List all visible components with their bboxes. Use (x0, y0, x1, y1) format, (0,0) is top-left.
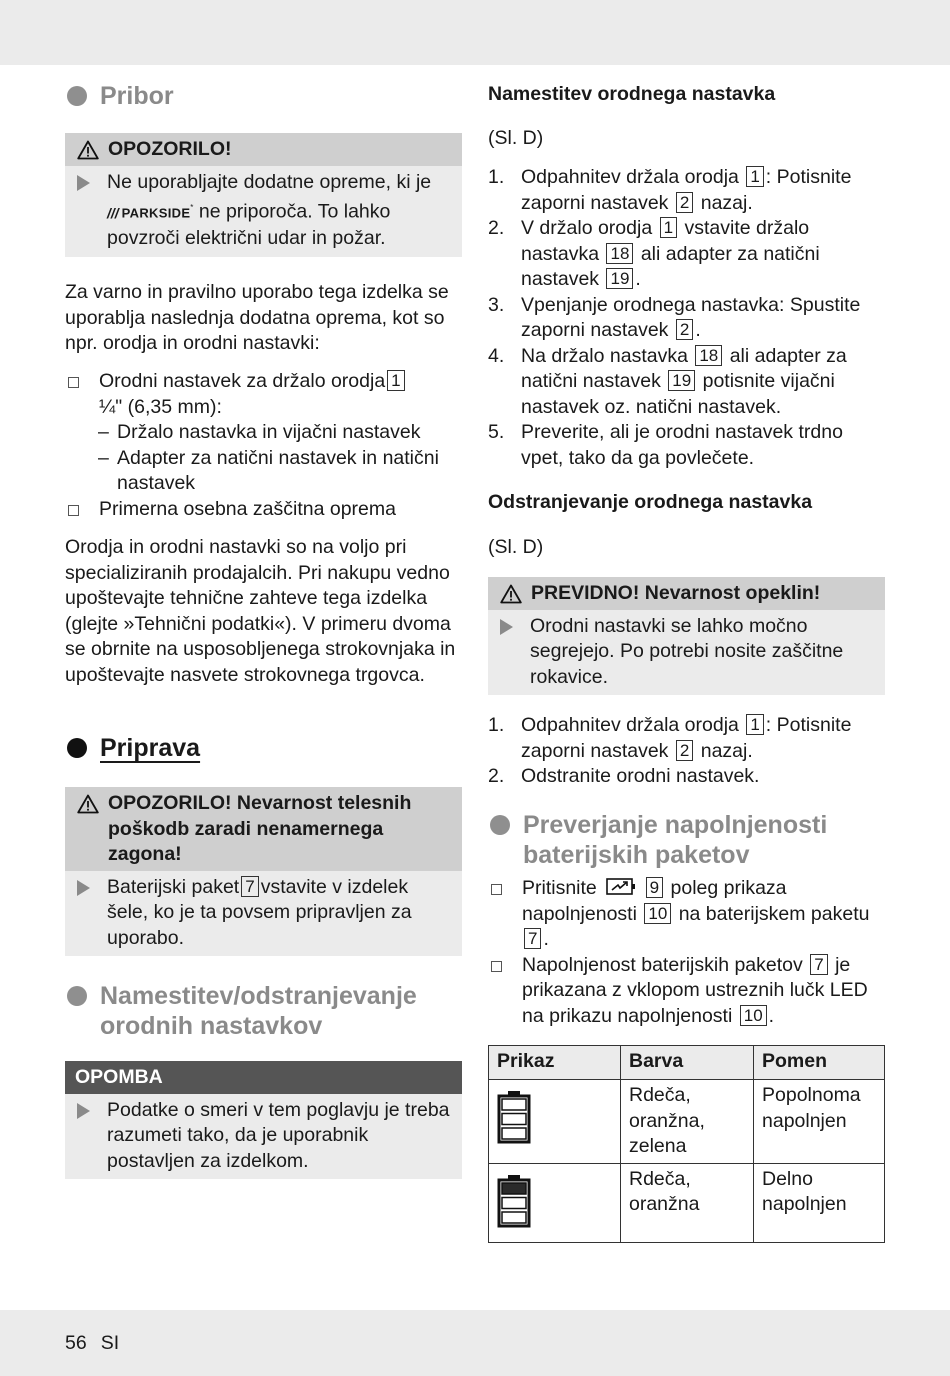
list-text: Na držalo nastavka 18 ali adapter za natični nastavek 19 potisnite vijačni nastavek oz. natični nastavek. (521, 344, 847, 418)
caution-box-header (488, 577, 885, 610)
checkbox-square-icon (491, 961, 502, 972)
list-item (488, 953, 885, 1030)
page-number: 56 (65, 1332, 87, 1354)
table-cell-meaning: Popolnoma napolnjen (754, 1080, 885, 1164)
section-bullet-icon (67, 738, 87, 758)
table-row (489, 1080, 885, 1164)
ref-number: 9 (646, 877, 663, 898)
table-cell-color: Rdeča, oranžna, zelena (621, 1080, 754, 1164)
note-box-header (65, 1061, 462, 1094)
ref-number: 2 (676, 740, 693, 761)
ref-number: 7 (241, 876, 258, 897)
note-title: OPOMBA (75, 1066, 163, 1088)
ref-number: 10 (644, 903, 671, 924)
check-list (488, 876, 885, 1029)
list-number: 1. (488, 714, 505, 736)
list-number: 2. (488, 765, 505, 787)
ref-number: 18 (606, 243, 633, 264)
arrow-bullet-icon (500, 619, 513, 635)
brand-name: PARKSIDE (121, 205, 191, 221)
warning-box-header (65, 787, 462, 871)
warning-triangle-icon (77, 794, 99, 814)
warning-text: Ne uporabljajte dodatne opreme, ki je /// PARKSIDE* ne priporoča. To lahko povzroči električni udar in požar. (107, 170, 432, 249)
table-header-cell: Prikaz (489, 1046, 621, 1080)
paragraph-outro: Orodja in orodni nastavki so na voljo pri specializiranih prodajalcih. Pri nakupu vedno upoštevajte tehnične zahteve tega izdelka (glejte »Tehnični podatki«). V primeru dvoma se obrnite na usposobljenega strokovnjaka in upoštevajte nasvete strokovnega trgovca. (65, 536, 456, 686)
warning-box-pribor (65, 133, 462, 257)
checkbox-square-icon (68, 505, 79, 516)
warning-box-body (65, 871, 462, 957)
subheading-install: Namestitev orodnega nastavka (488, 83, 776, 105)
section-heading-check: Preverjanje napolnjenosti baterijskih paketov (488, 810, 885, 870)
note-box (65, 1061, 462, 1179)
arrow-bullet-icon (77, 1103, 90, 1119)
table-header-cell: Pomen (754, 1046, 885, 1080)
accessory-list (65, 369, 462, 522)
list-text: V držalo orodja 1 vstavite držalo nastavka 18 ali adapter za natični nastavek 19 . (521, 217, 820, 290)
warning-triangle-icon (77, 140, 99, 160)
arrow-bullet-icon (77, 175, 90, 191)
table-cell-meaning: Delno napolnjen (754, 1163, 885, 1243)
list-item (488, 764, 885, 790)
ref-number: 10 (740, 1005, 767, 1026)
list-text: Odstranite orodni nastavek. (521, 765, 760, 787)
figure-ref: (Sl. D) (488, 536, 544, 558)
caution-text: Orodni nastavki se lahko močno segrejejo. Po potrebi nosite zaščitne rokavice. (530, 614, 844, 688)
sub-list-item: – Adapter za natični nastavek in natični nastavek (98, 446, 439, 494)
list-item (488, 293, 885, 344)
note-text: Podatke o smeri v tem poglavju je treba razumeti tako, da je uporabnik postavljen za izdelkom. (107, 1098, 450, 1172)
list-number: 4. (488, 344, 505, 367)
list-text: Odpahnitev držala orodja 1 : Potisnite zaporni nastavek 2 nazaj. (521, 166, 852, 214)
ref-number: 7 (524, 928, 541, 949)
language-code: SI (100, 1332, 120, 1354)
page-footer (65, 1331, 119, 1357)
list-text: Vpenjanje orodnega nastavka: Spustite zaporni nastavek 2 . (521, 293, 861, 341)
table-cell-display (489, 1080, 621, 1164)
warning-box-header (65, 133, 462, 166)
status-table (488, 1045, 885, 1243)
table-cell-color: Rdeča, oranžna (621, 1163, 754, 1243)
ref-number: 1 (746, 166, 763, 187)
table-cell-display (489, 1163, 621, 1243)
parkside-logo-icon: /// (107, 204, 119, 221)
list-text: Odpahnitev držala orodja 1 : Potisnite zaporni nastavek 2 nazaj. (521, 714, 852, 762)
list-item: Orodni nastavek za držalo orodja 1 ¼" (6,35 mm): (65, 369, 462, 420)
list-item (488, 165, 885, 216)
bottom-band (0, 1310, 950, 1376)
section-bullet-icon (67, 86, 87, 106)
warning-text: Baterijski paket 7 vstavite v izdelek šele, ko je ta povsem pripravljen za uporabo. (107, 875, 412, 949)
ref-number: 2 (676, 319, 693, 340)
section-bullet-icon (490, 815, 510, 835)
top-band (0, 0, 950, 65)
list-number: 1. (488, 166, 505, 188)
arrow-bullet-icon (77, 880, 90, 896)
battery-level-icon (497, 1090, 612, 1152)
status-table-wrap (488, 1045, 885, 1243)
sub-list-item: – Držalo nastavka in vijačni nastavek (98, 421, 421, 443)
ref-number: 1 (660, 217, 677, 238)
warning-triangle-icon (500, 584, 522, 604)
list-text: Preverite, ali je orodni nastavek trdno vpet, tako da ga povlečete. (521, 421, 843, 469)
table-header-row (489, 1046, 885, 1080)
list-item (488, 876, 885, 953)
ref-number: 19 (668, 370, 695, 391)
remove-steps-list (488, 713, 885, 790)
warning-box-body (65, 166, 462, 257)
list-number: 5. (488, 421, 505, 443)
warning-box-priprava (65, 787, 462, 956)
list-text: Napolnjenost baterijskih paketov 7 je prikazana z vklopom ustreznih lučk LED na prikazu napolnjenosti 10 . (522, 953, 868, 1027)
battery-level-icon (497, 1174, 612, 1236)
section-heading-priprava: Priprava (65, 733, 462, 763)
caution-title: PREVIDNO! Nevarnost opeklin! (531, 582, 821, 604)
battery-check-icon (606, 876, 636, 902)
list-text: Pritisnite 9 poleg prikaza napolnjenosti 10 na baterijskem paketu 7 . (522, 877, 870, 950)
subheading-remove: Odstranjevanje orodnega nastavka (488, 491, 813, 513)
list-item (488, 713, 885, 764)
ref-number: 1 (746, 714, 763, 735)
figure-ref: (Sl. D) (488, 127, 544, 149)
ref-number: 7 (810, 954, 827, 975)
section-heading-pribor: Pribor (65, 81, 462, 111)
list-number: 3. (488, 293, 505, 316)
caution-box-body (488, 610, 885, 696)
list-item: Primerna osebna zaščitna oprema (65, 497, 462, 523)
list-item (488, 216, 885, 293)
paragraph-intro: Za varno in pravilno uporabo tega izdelka se uporablja naslednja dodatna oprema, kot so npr. orodja in orodni nastavki: (65, 281, 449, 354)
caution-box (488, 577, 885, 695)
list-item (488, 420, 885, 471)
list-item (488, 344, 885, 421)
ref-number: 1 (387, 370, 404, 391)
table-header-cell: Barva (621, 1046, 754, 1080)
warning-title: OPOZORILO! Nevarnost telesnih poškodb zaradi nenamernega zagona! (108, 792, 412, 865)
warning-title: OPOZORILO! (108, 138, 232, 160)
section-bullet-icon (67, 986, 87, 1006)
install-steps-list (488, 165, 885, 471)
list-number: 2. (488, 217, 505, 239)
ref-number: 19 (606, 268, 633, 289)
table-row (489, 1163, 885, 1243)
checkbox-square-icon (68, 377, 79, 388)
ref-number: 18 (695, 345, 722, 366)
section-heading-namestitev: Namestitev/odstranjevanje orodnih nastavkov (65, 981, 462, 1041)
note-box-body (65, 1094, 462, 1180)
ref-number: 2 (676, 192, 693, 213)
checkbox-square-icon (491, 884, 502, 895)
